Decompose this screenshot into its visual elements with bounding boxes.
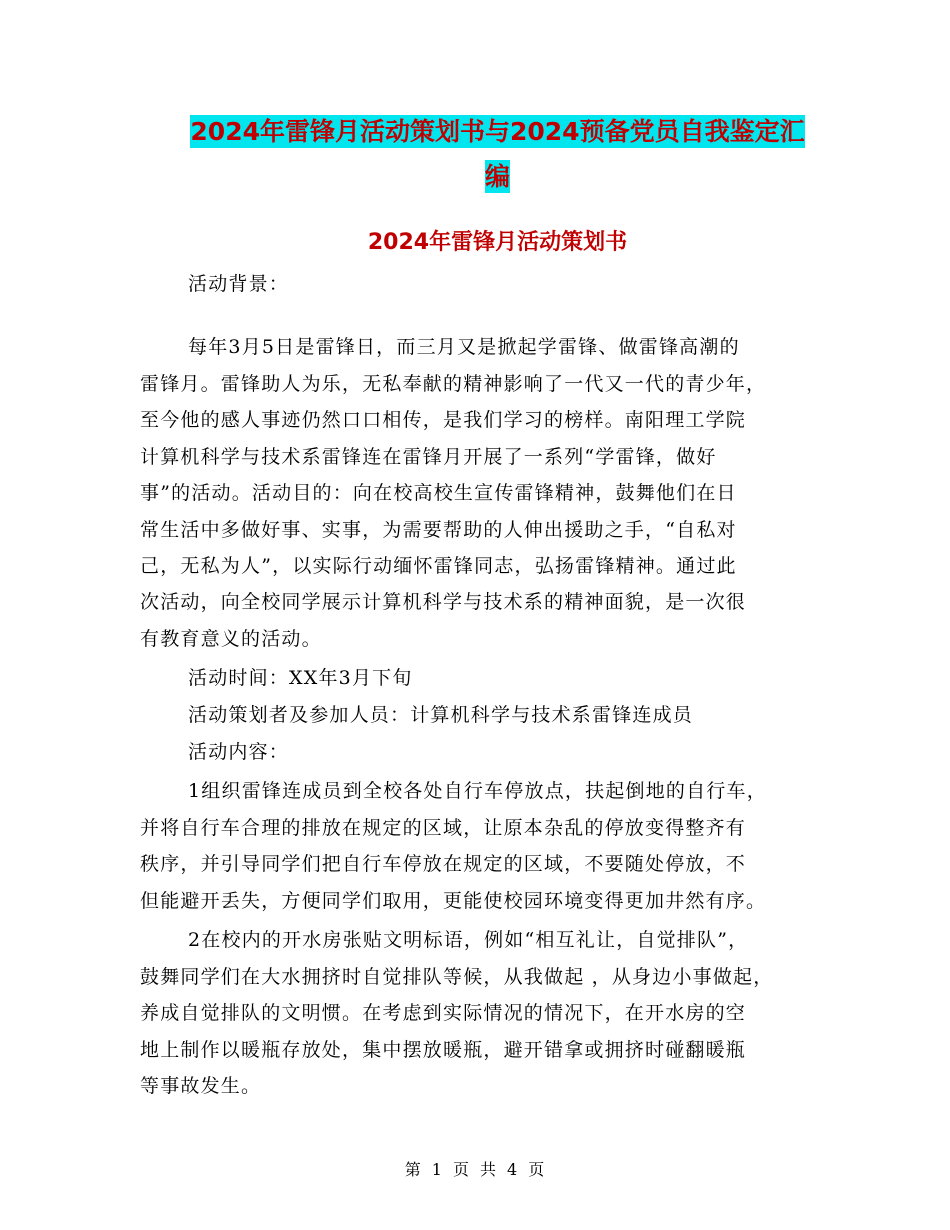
body-line: 地上制作以暖瓶存放处，集中摆放暖瓶，避开错拿或拥挤时碰翻暖瓶 [140, 1039, 747, 1061]
section-title: 2024年雷锋月活动策划书 [367, 230, 628, 255]
activity-content-label: 活动内容： [188, 741, 290, 763]
document-title-continued [140, 157, 855, 193]
body-line: 养成自觉排队的文明惯。在考虑到实际情况的情况下，在开水房的空 [140, 1002, 747, 1024]
title-line-2: 编 [484, 162, 510, 191]
body-line: 己，无私为人”，以实际行动缅怀雷锋同志，弘扬雷锋精神。通过此 [140, 555, 737, 577]
body-line: 活动背景： [188, 273, 290, 295]
body-line: 事”的活动。活动目的：向在校高校生宣传雷锋精神，鼓舞他们在日 [140, 482, 737, 504]
body-line: 但能避开丢失，方便同学们取用，更能使校园环境变得更加井然有序。 [140, 890, 767, 912]
body-line: 2在校内的开水房张贴文明标语，例如“相互礼让，自觉排队”， [188, 929, 749, 951]
body-line: 至今他的感人事迹仍然口口相传，是我们学习的榜样。南阳理工学院 [140, 409, 747, 431]
body-line: 鼓舞同学们在大水拥挤时自觉排队等候，从我做起 ，从身边小事做起， [140, 966, 774, 988]
activity-time: 活动时间：XX年3月下旬 [188, 667, 413, 689]
page-footer [0, 1157, 950, 1180]
footer-total-unit: 页 [528, 1160, 546, 1179]
footer-total-label: 共 [480, 1160, 498, 1179]
body-line: 计算机科学与技术系雷锋连在雷锋月开展了一系列“学雷锋，做好 [140, 446, 717, 468]
footer-page-current: 1 [431, 1160, 443, 1179]
body-line: 雷锋月。雷锋助人为乐，无私奉献的精神影响了一代又一代的青少年， [140, 373, 767, 395]
body-line: 秩序，并引导同学们把自行车停放在规定的区域，不要随处停放，不 [140, 853, 747, 875]
body-line: 常生活中多做好事、实事，为需要帮助的人伸出援助之手，“自私对 [140, 519, 737, 541]
footer-page-total: 4 [507, 1160, 519, 1179]
body-line: 1组织雷锋连成员到全校各处自行车停放点，扶起倒地的自行车， [188, 780, 767, 802]
title-line-1: 2024年雷锋月活动策划书与2024预备党员自我鉴定汇 [190, 117, 805, 146]
body-line: 次活动，向全校同学展示计算机科学与技术系的精神面貌，是一次很 [140, 591, 747, 613]
body-line: 并将自行车合理的排放在规定的区域，让原本杂乱的停放变得整齐有 [140, 817, 747, 839]
body-line: 有教育意义的活动。 [140, 628, 322, 650]
document-title [140, 112, 855, 148]
body-line: 每年3月5日是雷锋日，而三月又是掀起学雷锋、做雷锋高潮的 [188, 336, 740, 358]
footer-page-label: 第 [404, 1160, 422, 1179]
footer-page-unit: 页 [452, 1160, 470, 1179]
body-line: 等事故发生。 [140, 1075, 262, 1097]
activity-participants: 活动策划者及参加人员：计算机科学与技术系雷锋连成员 [188, 704, 694, 726]
